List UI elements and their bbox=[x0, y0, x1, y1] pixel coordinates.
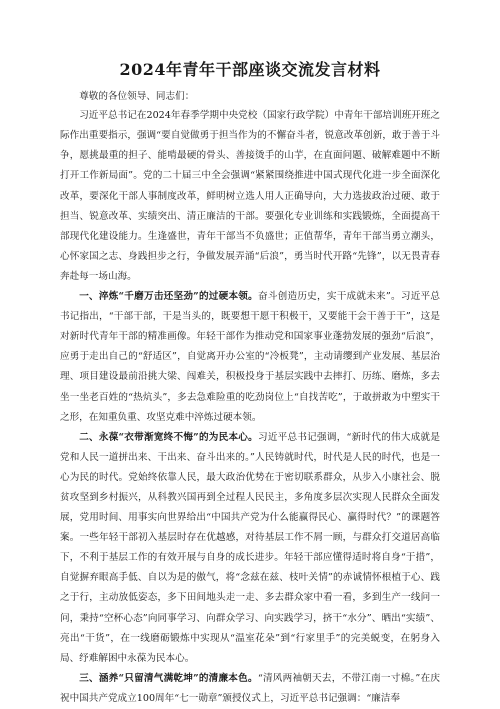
intro-paragraph: 习近平总书记在2024年春季学期中央党校（国家行政学院）中青年干部培训班开班之际作出重要指示，强调“要自觉做勇于担当作为的不懈奋斗者，锐意改革创新，敢于善于斗争，愿挑最重的担子、能啃最硬的骨头、善接烫手的山芋，在直面问题、破解难题中不断打开工作新局面”。党的二十届三中全会强调“紧紧围绕推进中国式现代化进一步全面深化改革，要深化干部人事制度改革，鲜明树立选人用人正确导向，大力选拔政治过硬、敢于担当、锐意改革、实绩突出、清正廉洁的干部。要强化专业训练和实践锻炼，全面提高干部现代化建设能力。生逢盛世，青年干部当不负盛世；正值帮华，青年干部当勇立潮头，心怀家国之志、身践担步之行，争做发展弄涌“后浪”，勇当时代开路“先锋”，以无畏青春奔赴每一场山海。 bbox=[60, 110, 440, 282]
section-paragraph bbox=[60, 287, 440, 428]
section-body: “清风两袖朝天去，不带江南一寸棉。”在庆祝中国共产党成立100周年“七一勋章”颁授仪式上，习近平总书记强调：“廉洁奉 bbox=[60, 672, 440, 704]
section-paragraph bbox=[60, 428, 440, 669]
section-heading: 一、淬炼“千磨万击还坚劲”的过硬本领。 bbox=[79, 291, 258, 303]
section-body: 习近平总书记强调，“新时代的伟大成就是党和人民一道拼出来、干出来、奋斗出来的。”人民铸就时代，时代是人民的时代，也是一心为民的时代。党始终依靠人民，最大政治优势在于密切联系群众，从步入小康社会、脱贫攻坚到乡村振兴，从科教兴国再到全过程人民民主，多角度多层次实现人民群众全面发展，党用时间、用事实向世界给出“中国共产党为什么能赢得民心、赢得时代？”的课题答案。一些年轻干部初入基层时存在优越感，对待基层工作不屑一顾，与群众打交道居高临下，不利于基层工作的有效开展与自身的成长进步。年轻干部应懂得适时将自身“于措”，自觉摒弃眼高手低、自以为是的傲气，将“念兹在兹、枝叶关情”的赤诚情怀根植于心、践之于行，主动放低姿态，多下田间地头走一走、多去群众家中看一看，多到生产一线问一问，秉持“空杯心态”向同事学习、向群众学习、向实践学习，挤干“水分”、晒出“实绩”、亮出“干货”，在一线磨砺锻炼中实现从“温室花朵”到“行家里手”的完美蜕变，在躬身入局、纾难解困中永葆为民本心。 bbox=[60, 431, 440, 664]
document-title: 2024年青年干部座谈交流发言材料 bbox=[119, 60, 381, 79]
section-heading: 三、涵养“只留清气满乾坤”的清廉本色。 bbox=[79, 672, 258, 684]
section-paragraph bbox=[60, 669, 440, 709]
salutation: 尊敬的各位领导、同志们： bbox=[79, 91, 195, 102]
section-body: 奋斗创造历史，实干成就未来”。习近平总书记指出，“干部干部，干是当头的，既要想干愿干积极干，又要能干会干善于干”，这是对新时代青年干部的精准画像。年轻干部作为推动党和国家事业蓬勃发展的强劲“后浪”，应勇于走出自己的“舒适区”，自觉离开办公室的“冷板凳”，主动请缨到产业发展、基层治理、项目建设最前沿挑大梁、闯难关，积极投身于基层实践中去摔打、历练、磨炼，多去坐一坐老百姓的“热炕头”，多去急难险重的吃劲岗位上“自找苦吃”，于敢拼敢为中塑实干之形，在知重负重、攻坚克难中淬炼过硬本领。 bbox=[60, 291, 440, 423]
section-heading: 二、永葆“衣带渐宽终不悔”的为民本心。 bbox=[79, 431, 258, 443]
